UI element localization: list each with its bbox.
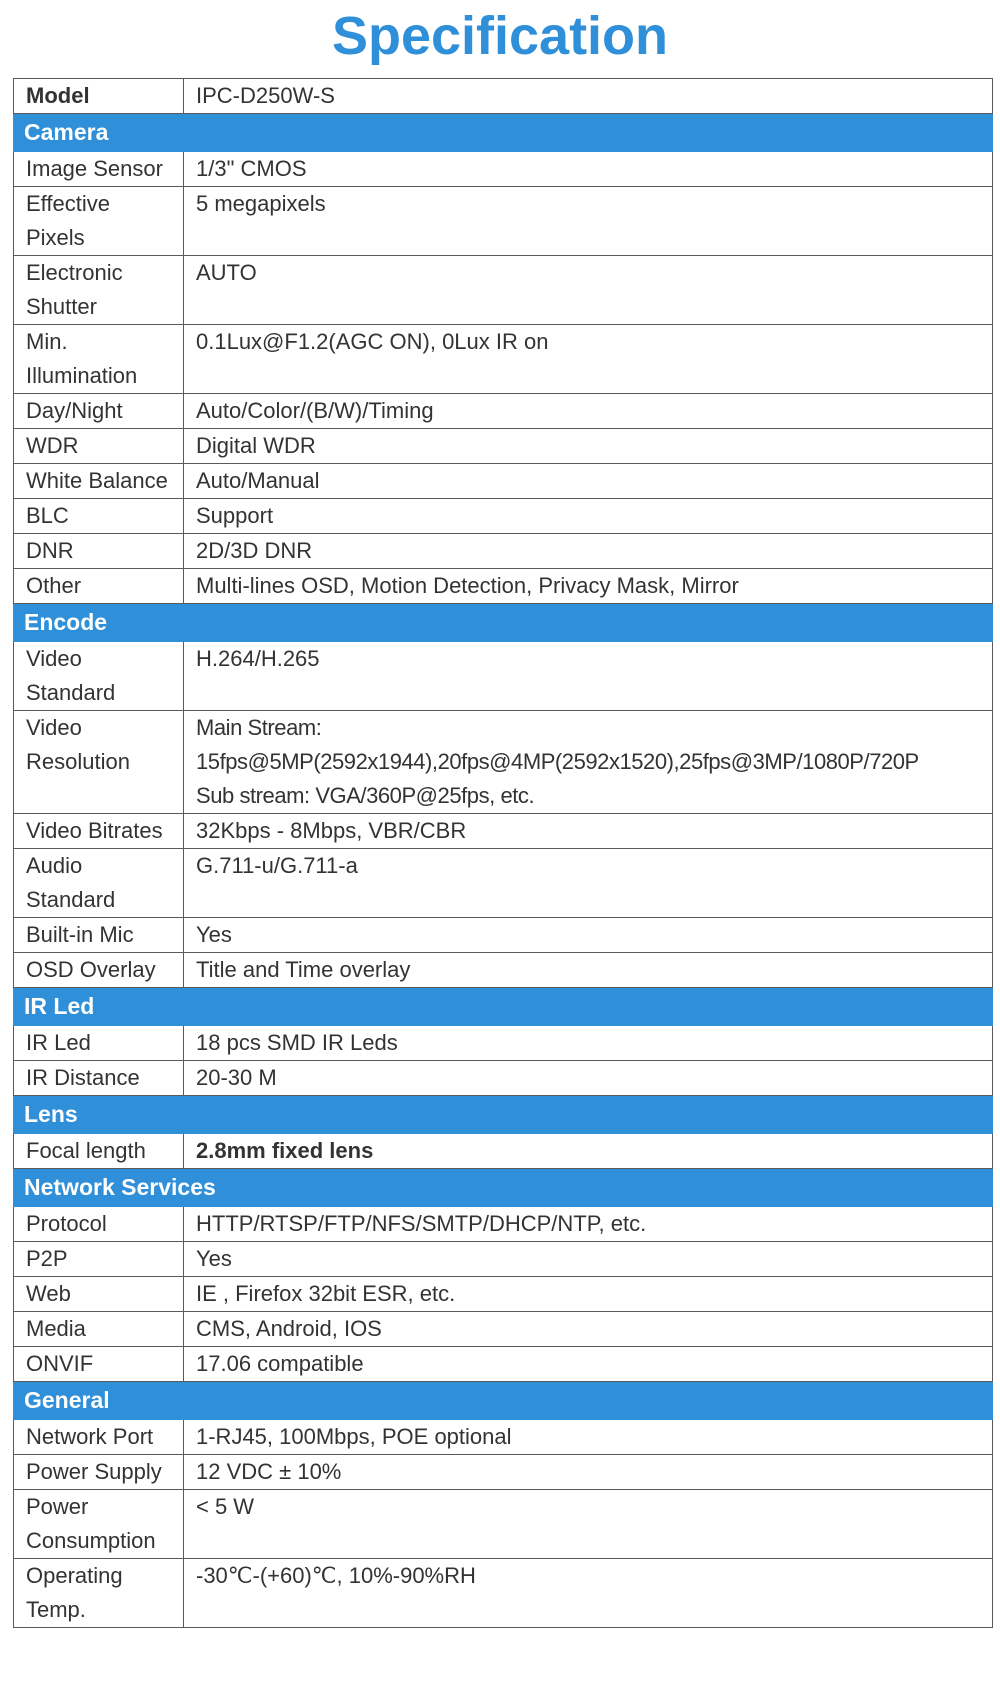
spec-value: 5 megapixels bbox=[184, 187, 993, 256]
section-title: Camera bbox=[14, 114, 993, 152]
spec-label: WDR bbox=[14, 429, 184, 464]
spec-value: Support bbox=[184, 499, 993, 534]
section-header-ir-led bbox=[14, 988, 993, 1026]
spec-label: Min. Illumination bbox=[14, 325, 184, 394]
spec-row bbox=[14, 534, 993, 569]
spec-row bbox=[14, 711, 993, 814]
spec-label: Day/Night bbox=[14, 394, 184, 429]
spec-label: Image Sensor bbox=[14, 152, 184, 187]
spec-row bbox=[14, 1420, 993, 1455]
spec-value: IE , Firefox 32bit ESR, etc. bbox=[184, 1277, 993, 1312]
spec-label: Video Bitrates bbox=[14, 814, 184, 849]
spec-row bbox=[14, 394, 993, 429]
spec-value: Yes bbox=[184, 918, 993, 953]
spec-value: 32Kbps - 8Mbps, VBR/CBR bbox=[184, 814, 993, 849]
spec-row bbox=[14, 1026, 993, 1061]
section-title: Lens bbox=[14, 1096, 993, 1134]
spec-row bbox=[14, 152, 993, 187]
spec-value: 0.1Lux@F1.2(AGC ON), 0Lux IR on bbox=[184, 325, 993, 394]
spec-value-line: Sub stream: VGA/360P@25fps, etc. bbox=[196, 783, 535, 808]
spec-value: G.711-u/G.711-a bbox=[184, 849, 993, 918]
spec-row bbox=[14, 499, 993, 534]
section-title: IR Led bbox=[14, 988, 993, 1026]
spec-value: < 5 W bbox=[184, 1490, 993, 1559]
spec-row bbox=[14, 1134, 993, 1169]
section-title: General bbox=[14, 1382, 993, 1420]
spec-value: HTTP/RTSP/FTP/NFS/SMTP/DHCP/NTP, etc. bbox=[184, 1207, 993, 1242]
spec-value: 2D/3D DNR bbox=[184, 534, 993, 569]
spec-row bbox=[14, 325, 993, 394]
section-header-general bbox=[14, 1382, 993, 1420]
spec-value: -30℃-(+60)℃, 10%-90%RH bbox=[184, 1559, 993, 1628]
spec-label: Focal length bbox=[14, 1134, 184, 1169]
section-header-encode bbox=[14, 604, 993, 642]
spec-value: 12 VDC ± 10% bbox=[184, 1455, 993, 1490]
spec-label: Network Port bbox=[14, 1420, 184, 1455]
spec-label: Video Resolution bbox=[14, 711, 184, 814]
model-row bbox=[14, 79, 993, 114]
spec-label: BLC bbox=[14, 499, 184, 534]
spec-label: Web bbox=[14, 1277, 184, 1312]
spec-value: Auto/Manual bbox=[184, 464, 993, 499]
spec-row bbox=[14, 1490, 993, 1559]
spec-value-line: Main Stream: bbox=[196, 715, 322, 740]
spec-label: Video Standard bbox=[14, 642, 184, 711]
spec-value: Auto/Color/(B/W)/Timing bbox=[184, 394, 993, 429]
spec-row bbox=[14, 849, 993, 918]
spec-value: 1-RJ45, 100Mbps, POE optional bbox=[184, 1420, 993, 1455]
spec-value bbox=[184, 711, 993, 814]
spec-table bbox=[13, 78, 993, 1628]
spec-row bbox=[14, 1455, 993, 1490]
spec-label: Effective Pixels bbox=[14, 187, 184, 256]
spec-value: Multi-lines OSD, Motion Detection, Privacy Mask, Mirror bbox=[184, 569, 993, 604]
spec-label: Power Consumption bbox=[14, 1490, 184, 1559]
spec-label: Built-in Mic bbox=[14, 918, 184, 953]
spec-label: Protocol bbox=[14, 1207, 184, 1242]
page-title: Specification bbox=[331, 6, 669, 66]
spec-value: Yes bbox=[184, 1242, 993, 1277]
section-header-lens bbox=[14, 1096, 993, 1134]
spec-row bbox=[14, 918, 993, 953]
spec-row bbox=[14, 1207, 993, 1242]
spec-value: 20-30 M bbox=[184, 1061, 993, 1096]
spec-row bbox=[14, 953, 993, 988]
section-title: Encode bbox=[14, 604, 993, 642]
spec-label: Power Supply bbox=[14, 1455, 184, 1490]
spec-label: Electronic Shutter bbox=[14, 256, 184, 325]
spec-value: 2.8mm fixed lens bbox=[184, 1134, 993, 1169]
spec-label: ONVIF bbox=[14, 1347, 184, 1382]
spec-row bbox=[14, 1242, 993, 1277]
spec-row bbox=[14, 642, 993, 711]
spec-value: 18 pcs SMD IR Leds bbox=[184, 1026, 993, 1061]
spec-label: DNR bbox=[14, 534, 184, 569]
spec-row bbox=[14, 1277, 993, 1312]
spec-value: H.264/H.265 bbox=[184, 642, 993, 711]
spec-value: 1/3" CMOS bbox=[184, 152, 993, 187]
spec-label: Media bbox=[14, 1312, 184, 1347]
spec-label: IR Led bbox=[14, 1026, 184, 1061]
spec-row bbox=[14, 569, 993, 604]
spec-row bbox=[14, 1312, 993, 1347]
model-value: IPC-D250W-S bbox=[184, 79, 993, 114]
spec-value: Digital WDR bbox=[184, 429, 993, 464]
spec-label: Other bbox=[14, 569, 184, 604]
spec-row bbox=[14, 1559, 993, 1628]
spec-value: 17.06 compatible bbox=[184, 1347, 993, 1382]
spec-label: OSD Overlay bbox=[14, 953, 184, 988]
spec-label: White Balance bbox=[14, 464, 184, 499]
spec-label: Operating Temp. bbox=[14, 1559, 184, 1628]
spec-row bbox=[14, 1347, 993, 1382]
spec-row bbox=[14, 1061, 993, 1096]
spec-row bbox=[14, 814, 993, 849]
spec-row bbox=[14, 464, 993, 499]
model-label: Model bbox=[14, 79, 184, 114]
spec-row bbox=[14, 429, 993, 464]
spec-label: Audio Standard bbox=[14, 849, 184, 918]
spec-label: IR Distance bbox=[14, 1061, 184, 1096]
section-title: Network Services bbox=[14, 1169, 993, 1207]
section-header-camera bbox=[14, 114, 993, 152]
spec-row bbox=[14, 256, 993, 325]
spec-value-line: 15fps@5MP(2592x1944),20fps@4MP(2592x1520),25fps@3MP/1080P/720P bbox=[196, 749, 919, 774]
spec-value: Title and Time overlay bbox=[184, 953, 993, 988]
spec-value: CMS, Android, IOS bbox=[184, 1312, 993, 1347]
spec-label: P2P bbox=[14, 1242, 184, 1277]
spec-value: AUTO bbox=[184, 256, 993, 325]
spec-row bbox=[14, 187, 993, 256]
section-header-network bbox=[14, 1169, 993, 1207]
